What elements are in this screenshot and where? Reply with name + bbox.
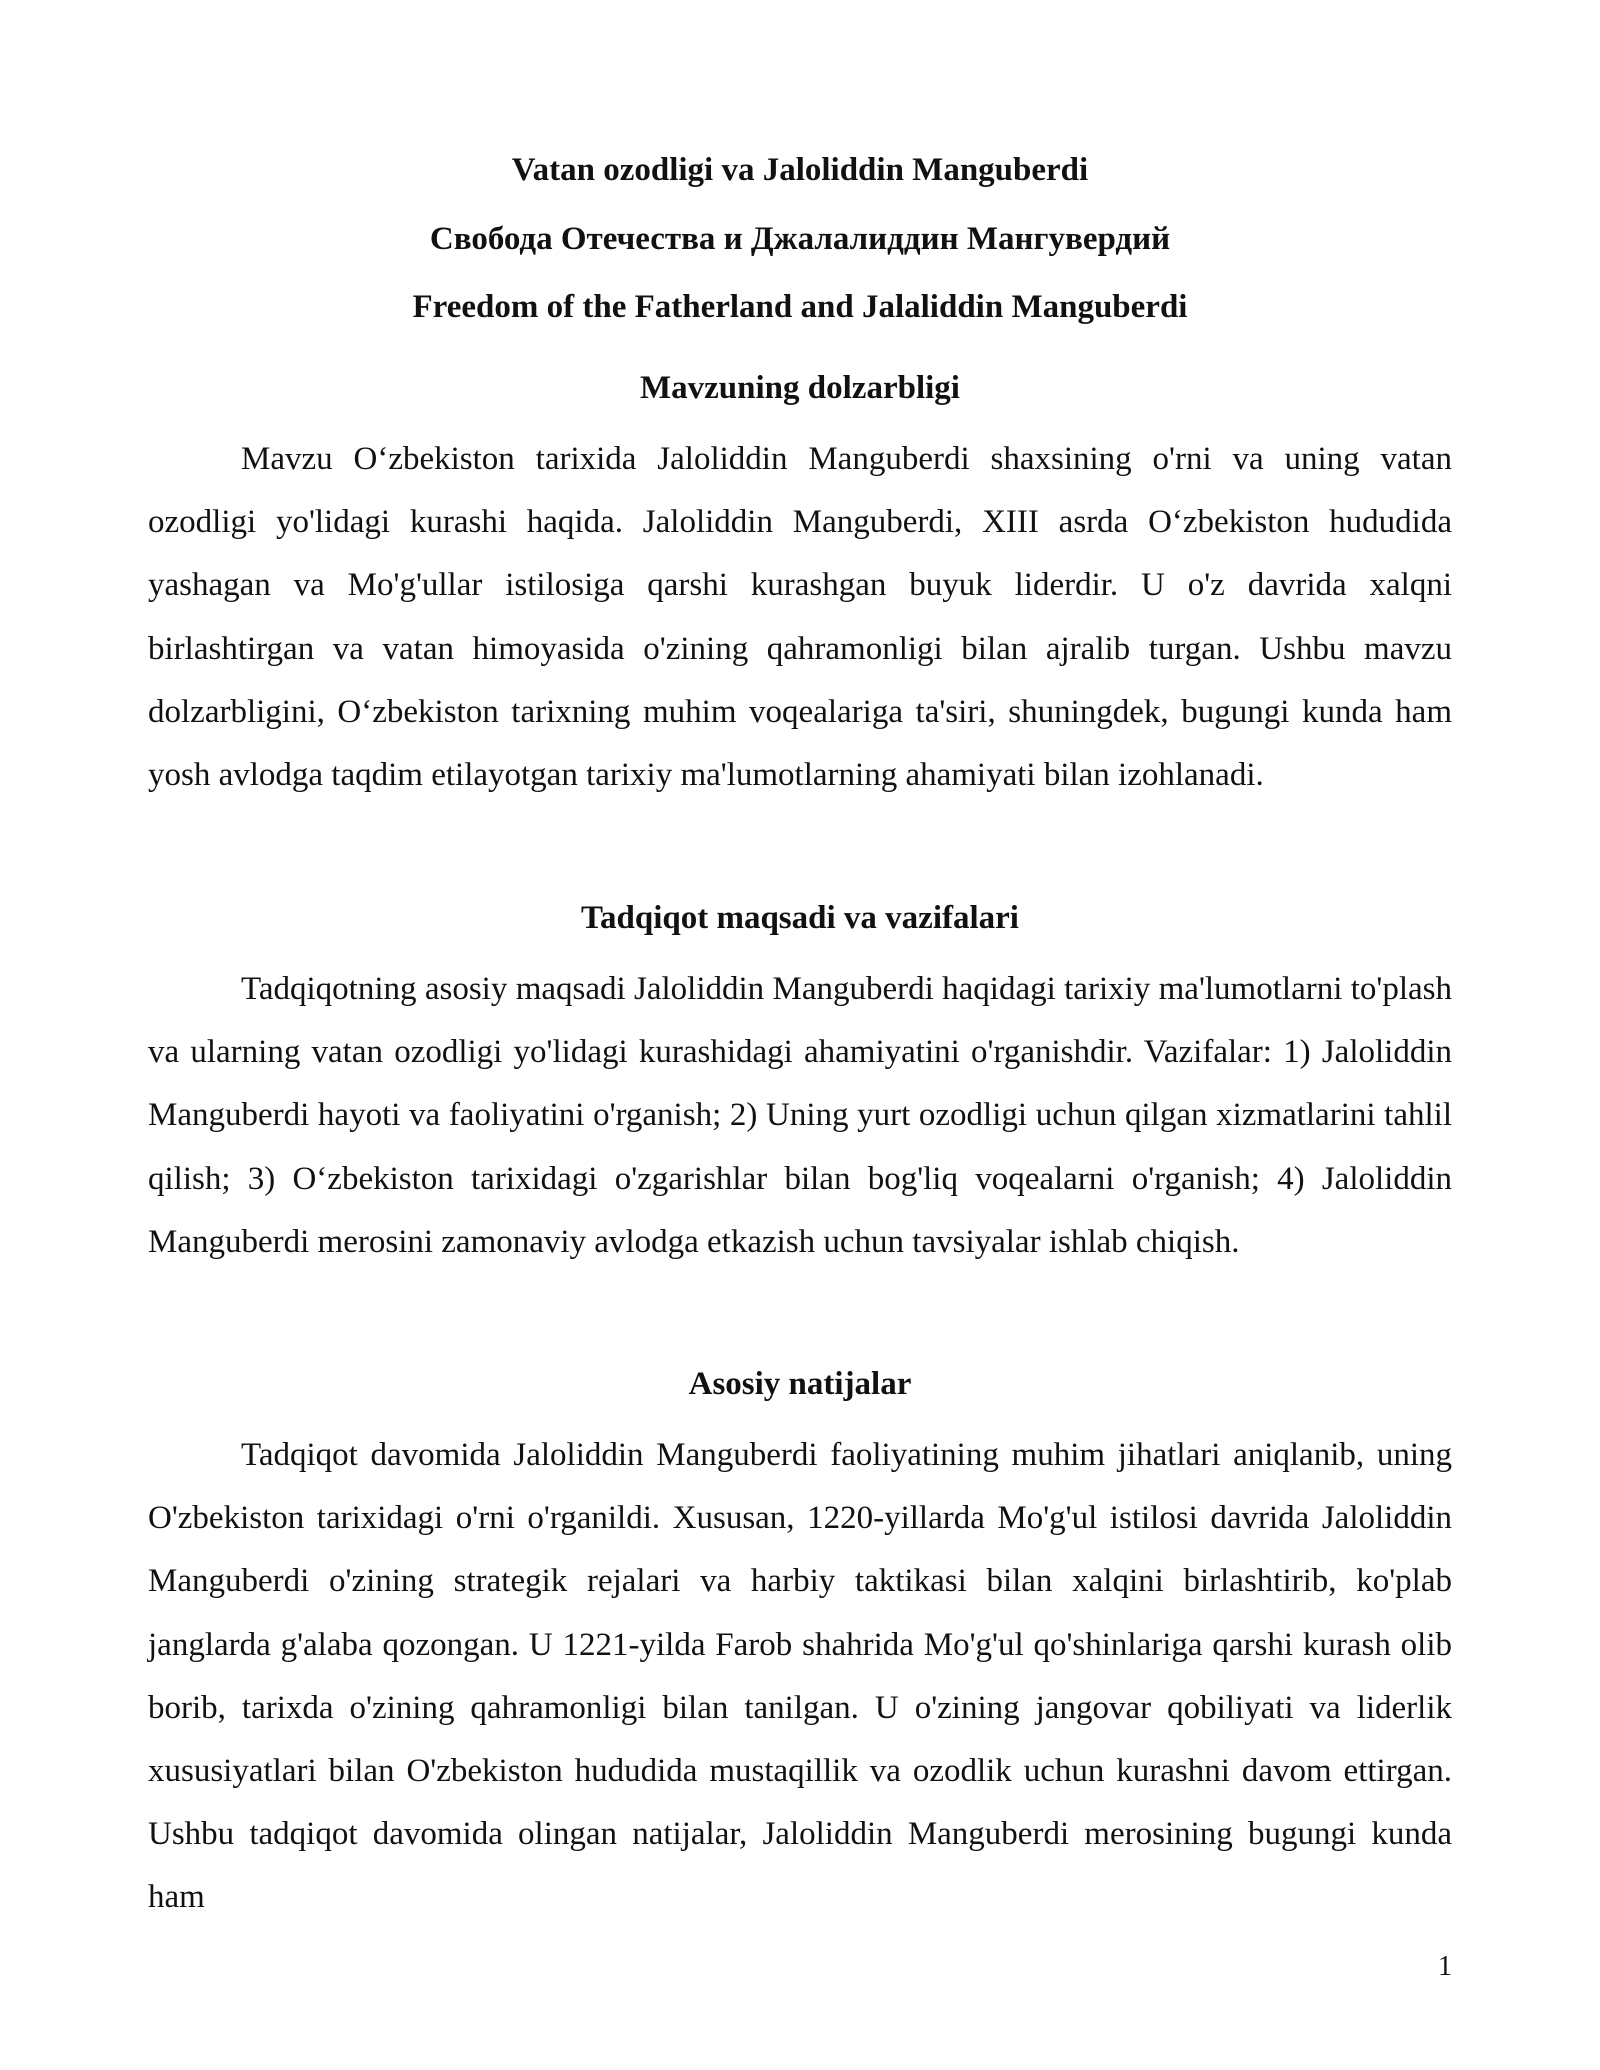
paragraph-relevance: Mavzu O‘zbekiston tarixida Jaloliddin Manguberdi shaxsining o'rni va uning vatan ozodligi yo'lidagi kurashi haqida. Jaloliddin Manguberdi, XIII asrda O‘zbekiston hududida yashagan va Mo'g'ullar istilosiga qarshi kurashgan buyuk liderdir. U o'z davrida xalqni birlashtirgan va vatan himoyasida o'zining qahramonligi bilan ajralib turgan. Ushbu mavzu dolzarbligini, O‘zbekiston tarixning muhim voqealariga ta'siri, shuningdek, bugungi kunda ham yosh avlodga taqdim etilayotgan tarixiy ma'lumotlarning ahamiyati bilan izohlanadi. [148, 441, 1452, 794]
title-english: Freedom of the Fatherland and Jalaliddin Manguberdi [412, 289, 1188, 325]
section-heading-goals: Tadqiqot maqsadi va vazifalari [581, 900, 1019, 936]
paragraph-results: Tadqiqot davomida Jaloliddin Manguberdi faoliyatining muhim jihatlari aniqlanib, uning O'zbekiston tarixidagi o'rni o'rganildi. Xususan, 1220-yillarda Mo'g'ul istilosi davrida Jaloliddin Manguberdi o'zining strategik rejalari va harbiy taktikasi bilan xalqini birlashtirib, ko'plab janglarda g'alaba qozongan. U 1221-yilda Farob shahrida Mo'g'ul qo'shinlariga qarshi kurash olib borib, tarixda o'zining qahramonligi bilan tanilgan. U o'zining jangovar qobiliyati va liderlik xususiyatlari bilan O'zbekiston hududida mustaqillik va ozodlik uchun kurashni davom ettirgan. Ushbu tadqiqot davomida olingan natijalar, Jaloliddin Manguberdi merosining bugungi kunda ham [148, 1437, 1452, 1916]
title-uzbek: Vatan ozodligi va Jaloliddin Manguberdi [511, 152, 1089, 188]
section-heading-results: Asosiy natijalar [688, 1366, 912, 1402]
title-russian: Свобода Отечества и Джалалиддин Мангувердий [429, 221, 1171, 257]
paragraph-goals: Tadqiqotning asosiy maqsadi Jaloliddin Manguberdi haqidagi tarixiy ma'lumotlarni to'plash va ularning vatan ozodligi yo'lidagi kurashidagi ahamiyatini o'rganishdir. Vazifalar: 1) Jaloliddin Manguberdi hayoti va faoliyatini o'rganish; 2) Uning yurt ozodligi uchun qilgan xizmatlarini tahlil qilish; 3) O‘zbekiston tarixidagi o'zgarishlar bilan bog'liq voqealarni o'rganish; 4) Jaloliddin Manguberdi merosini zamonaviy avlodga etkazish uchun tavsiyalar ishlab chiqish. [148, 971, 1452, 1260]
section-heading-relevance: Mavzuning dolzarbligi [640, 370, 960, 406]
page-number: 1 [1438, 1951, 1452, 1982]
